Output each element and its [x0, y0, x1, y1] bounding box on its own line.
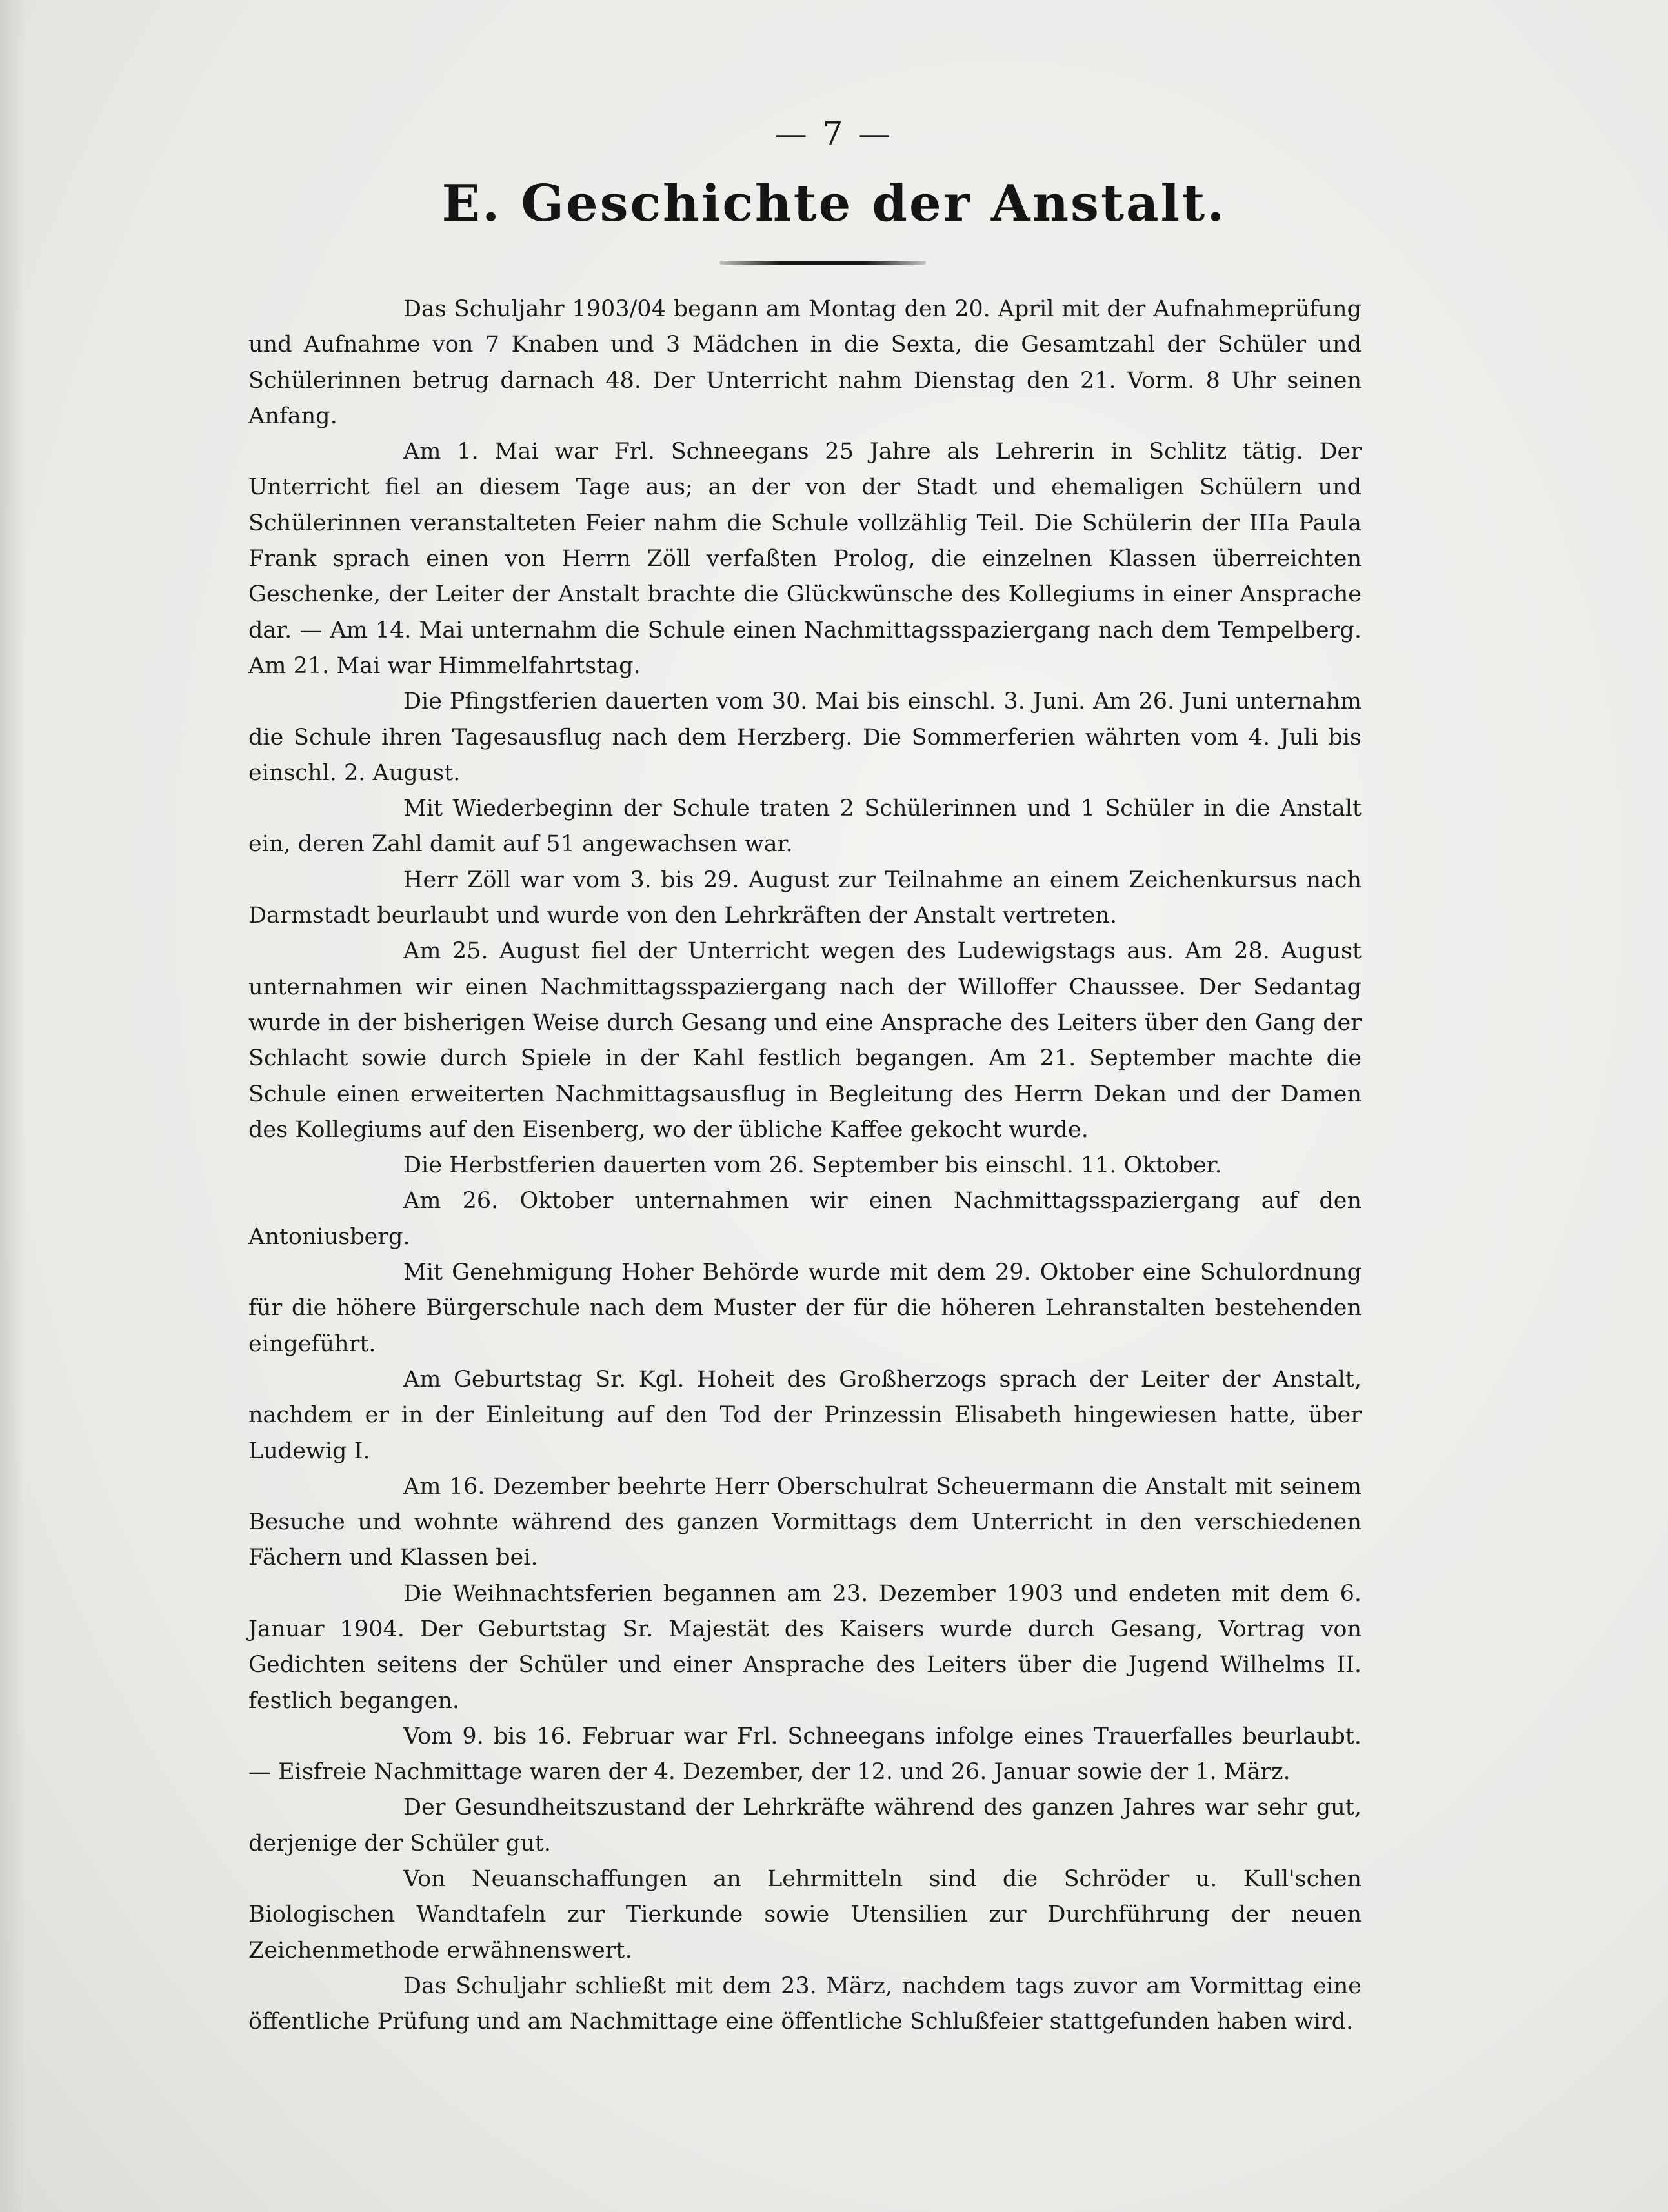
paragraph-12: Die Weihnachtsferien begannen am 23. Dezember 1903 und endeten mit dem 6. Januar 1904. Der Geburtstag Sr. Majestät des Kaisers wurde durch Gesang, Vortrag von Gedichten seitens der Schüler und einer Ansprache des Leiters über die Jugend Wilhelms II. festlich begangen.: [248, 1580, 1362, 1714]
paragraph-15: Von Neuanschaffungen an Lehrmitteln sind die Schröder u. Kull'schen Biologischen Wandtafeln zur Tierkunde sowie Utensilien zur Durchführung der neuen Zeichenmethode erwähnenswert.: [248, 1866, 1362, 1964]
paragraph-14: Der Gesundheitszustand der Lehrkräfte während des ganzen Jahres war sehr gut, derjenige der Schüler gut.: [248, 1795, 1362, 1856]
page-number: — 7 —: [774, 115, 894, 152]
page-edge-shadow: [0, 0, 26, 2212]
paragraph-4: Mit Wiederbeginn der Schule traten 2 Schülerinnen und 1 Schüler in die Anstalt ein, deren Zahl damit auf 51 angewachsen war.: [248, 796, 1362, 858]
paragraph-2: Am 1. Mai war Frl. Schneegans 25 Jahre als Lehrerin in Schlitz tätig. Der Unterricht fiel an diesem Tage aus; an der von der Stadt und ehemaligen Schülern und Schülerinnen veranstalteten Feier nahm die Schule vollzählig Teil. Die Schülerin der IIIa Paula Frank sprach einen von Herrn Zöll verfaßten Prolog, die einzelnen Klassen überreichten Geschenke, der Leiter der Anstalt brachte die Glückwünsche des Kollegiums in einer Ansprache dar. — Am 14. Mai unternahm die Schule einen Nachmittagsspaziergang nach dem Tempelberg. Am 21. Mai war Himmelfahrtstag.: [248, 439, 1362, 679]
paragraph-6: Am 25. August fiel der Unterricht wegen des Ludewigstags aus. Am 28. August unternahmen wir einen Nachmittagsspaziergang nach der Willoffer Chaussee. Der Sedantag wurde in der bisherigen Weise durch Gesang und eine Ansprache des Leiters über den Gang der Schlacht sowie durch Spiele in der Kahl festlich begangen. Am 21. September machte die Schule einen erweiterten Nachmittagsausflug in Begleitung des Herrn Dekan und der Damen des Kollegiums auf den Eisenberg, wo der übliche Kaffee gekocht wurde.: [248, 938, 1362, 1143]
paragraph-13: Vom 9. bis 16. Februar war Frl. Schneegans infolge eines Trauerfalles beurlaubt. — Eisfreie Nachmittage waren der 4. Dezember, der 12. und 26. Januar sowie der 1. März.: [248, 1723, 1362, 1785]
paragraph-1: Das Schuljahr 1903/04 begann am Montag den 20. April mit der Aufnahmeprüfung und Aufnahme von 7 Knaben und 3 Mädchen in die Sexta, die Gesamtzahl der Schüler und Schülerinnen betrug darnach 48. Der Unterricht nahm Dienstag den 21. Vorm. 8 Uhr seinen Anfang.: [248, 296, 1362, 429]
page-title: E. Geschichte der Anstalt.: [441, 174, 1227, 233]
paragraph-16: Das Schuljahr schließt mit dem 23. März, nachdem tags zuvor am Vormittag eine öffentliche Prüfung und am Nachmittage eine öffentliche Schlußfeier stattgefunden haben wird.: [248, 1973, 1362, 2035]
paragraph-10: Am Geburtstag Sr. Kgl. Hoheit des Großherzogs sprach der Leiter der Anstalt, nachdem er in der Einleitung auf den Tod der Prinzessin Elisabeth hingewiesen hatte, über Ludewig I.: [248, 1366, 1362, 1464]
paragraph-8: Am 26. Oktober unternahmen wir einen Nachmittagsspaziergang auf den Antoniusberg.: [248, 1188, 1362, 1250]
title-divider: [719, 261, 926, 265]
paragraph-9: Mit Genehmigung Hoher Behörde wurde mit dem 29. Oktober eine Schulordnung für die höhere Bürgerschule nach dem Muster der für die höheren Lehranstalten bestehenden eingeführt.: [248, 1260, 1362, 1357]
paragraph-3: Die Pfingstferien dauerten vom 30. Mai bis einschl. 3. Juni. Am 26. Juni unternahm die Schule ihren Tagesausflug nach dem Herzberg. Die Sommerferien währten vom 4. Juli bis einschl. 2. August.: [248, 689, 1362, 786]
paragraph-7: Die Herbstferien dauerten vom 26. September bis einschl. 11. Oktober.: [403, 1152, 1222, 1179]
paragraph-11: Am 16. Dezember beehrte Herr Oberschulrat Scheuermann die Anstalt mit seinem Besuche und wohnte während des ganzen Vormittags dem Unterricht in den verschiedenen Fächern und Klassen bei.: [248, 1473, 1362, 1571]
paragraph-5: Herr Zöll war vom 3. bis 29. August zur Teilnahme an einem Zeichenkursus nach Darmstadt beurlaubt und wurde von den Lehrkräften der Anstalt vertreten.: [248, 867, 1362, 929]
document-body: [248, 292, 1362, 2040]
